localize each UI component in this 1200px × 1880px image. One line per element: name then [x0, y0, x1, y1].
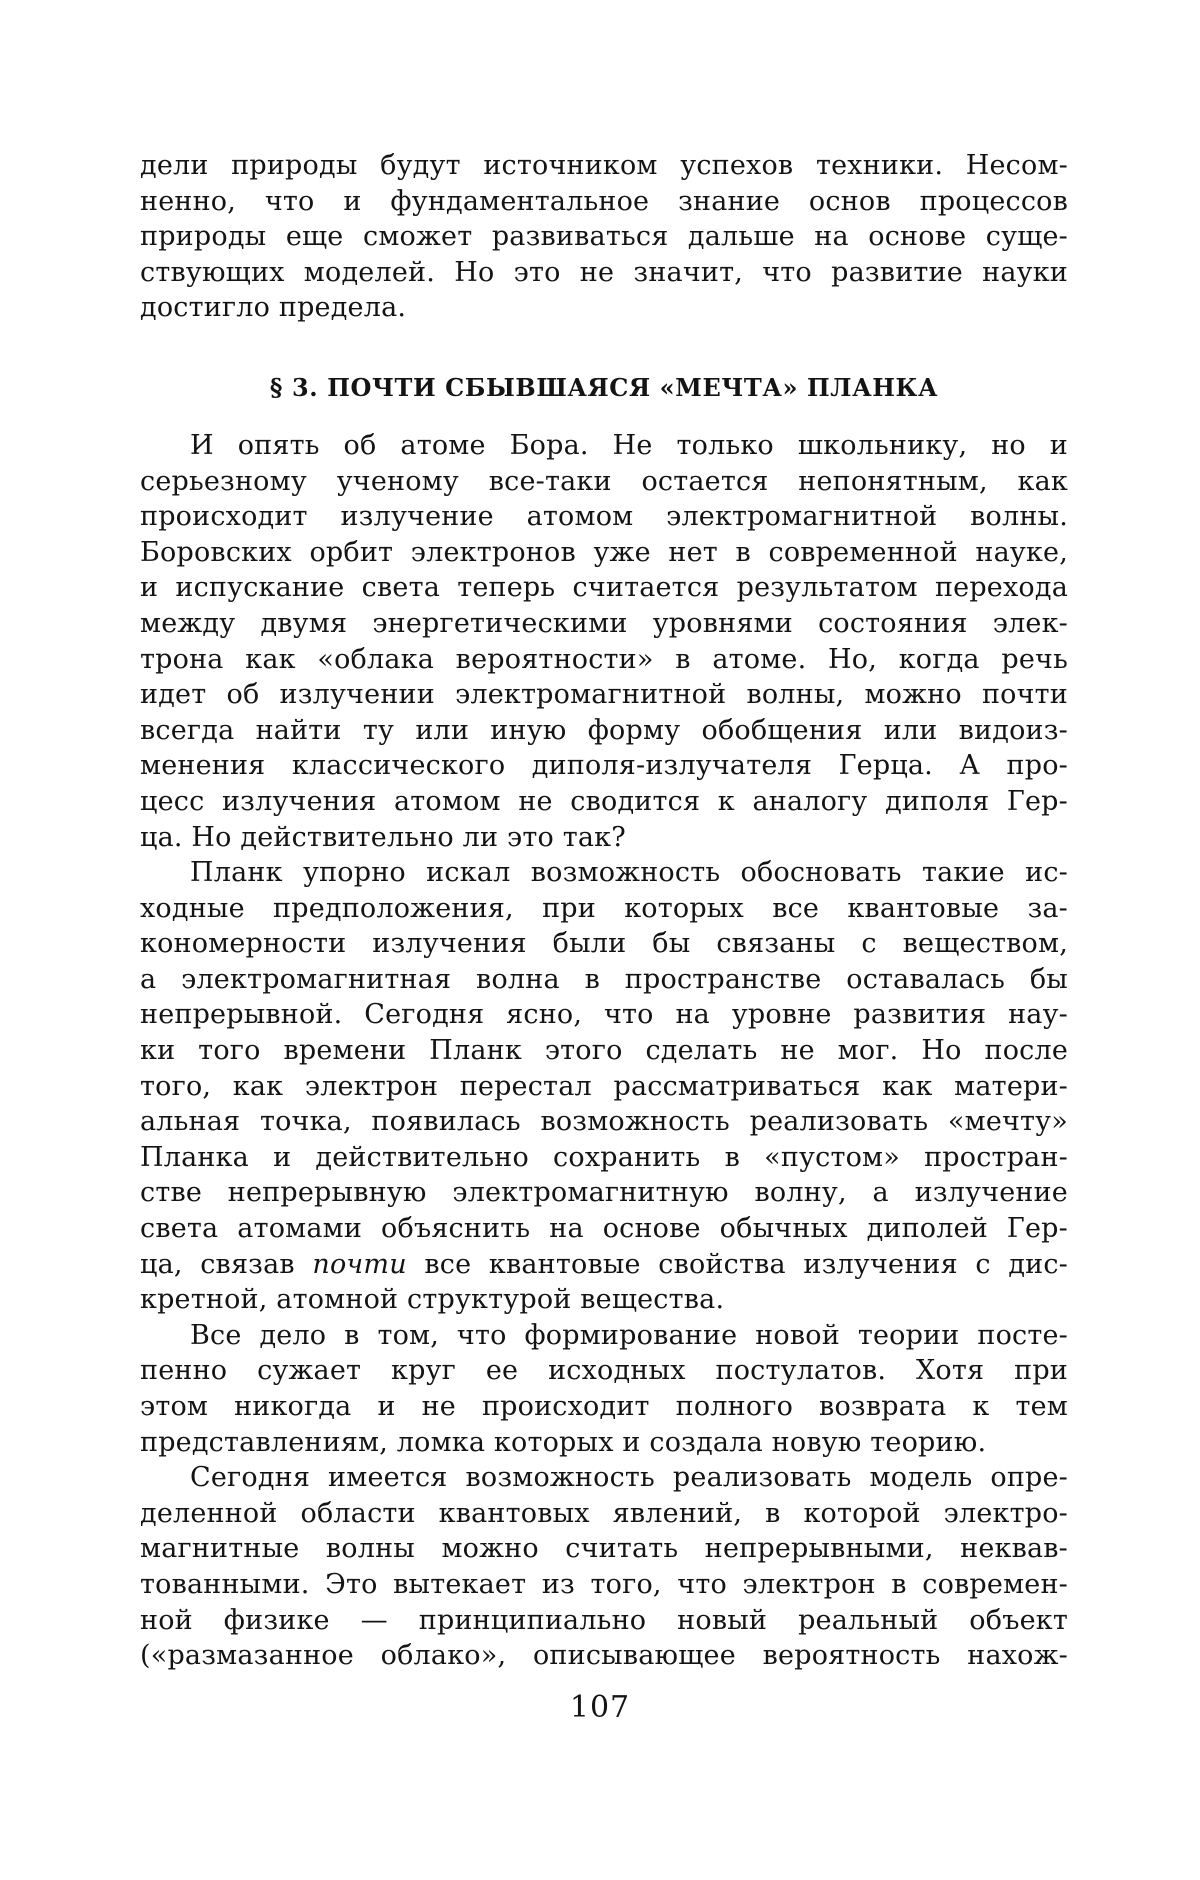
text-line: достигло предела. — [140, 290, 1068, 326]
text-line-with-emphasis — [140, 1247, 1068, 1283]
text-fragment: ца, связав — [140, 1249, 312, 1280]
text-line: Сегодня имеется возможность реализовать модель опре- — [140, 1460, 1068, 1496]
text-line: ненно, что и фундаментальное знание основ процессов — [140, 184, 1068, 220]
emphasized-word: почти — [312, 1249, 406, 1280]
text-line: происходит излучение атомом электромагнитной волны. — [140, 499, 1068, 535]
text-line: и испускание света теперь считается результатом перехода — [140, 570, 1068, 606]
text-line: стве непрерывную электромагнитную волну, а излучение — [140, 1175, 1068, 1211]
text-line: дели природы будут источником успехов техники. Несом- — [140, 148, 1068, 184]
paragraph — [140, 428, 1068, 855]
text-line: магнитные волны можно считать непрерывными, неквав- — [140, 1531, 1068, 1567]
text-line: ходные предположения, при которых все квантовые за- — [140, 891, 1068, 927]
text-line: Планка и действительно сохранить в «пустом» простран- — [140, 1140, 1068, 1176]
text-line: («размазанное облако», описывающее вероятность нахож- — [140, 1638, 1068, 1674]
text-fragment: все квантовые свойства излучения с дис- — [407, 1249, 1068, 1280]
intro-paragraph — [140, 148, 1068, 326]
page-number: 107 — [0, 1690, 1200, 1725]
text-line: Все дело в том, что формирование новой теории посте- — [140, 1318, 1068, 1354]
text-line: природы еще сможет развиваться дальше на основе суще- — [140, 219, 1068, 255]
text-line: непрерывной. Сегодня ясно, что на уровне развития нау- — [140, 997, 1068, 1033]
text-line: идет об излучении электромагнитной волны, можно почти — [140, 677, 1068, 713]
text-line: между двумя энергетическими уровнями состояния элек- — [140, 606, 1068, 642]
text-line: тованными. Это вытекает из того, что электрон в современ- — [140, 1567, 1068, 1603]
text-line: менения классического диполя-излучателя Герца. А про- — [140, 748, 1068, 784]
text-line: представлениям, ломка которых и создала новую теорию. — [140, 1425, 1068, 1461]
text-line: кономерности излучения были бы связаны с веществом, — [140, 926, 1068, 962]
section-heading: § 3. ПОЧТИ СБЫВШАЯСЯ «МЕЧТА» ПЛАНКА — [140, 370, 1068, 406]
paragraph — [140, 1318, 1068, 1460]
paragraph — [140, 1460, 1068, 1674]
text-line: Боровских орбит электронов уже нет в современной науке, — [140, 535, 1068, 571]
text-line: ной физике — принципиально новый реальный объект — [140, 1603, 1068, 1639]
text-line: того, как электрон перестал рассматриваться как матери- — [140, 1069, 1068, 1105]
page-body — [140, 148, 1068, 1674]
text-line: всегда найти ту или иную форму обобщения или видоиз- — [140, 713, 1068, 749]
text-line: ствующих моделей. Но это не значит, что развитие науки — [140, 255, 1068, 291]
text-line: И опять об атоме Бора. Не только школьнику, но и — [140, 428, 1068, 464]
text-line: этом никогда и не происходит полного возврата к тем — [140, 1389, 1068, 1425]
paragraph — [140, 855, 1068, 1318]
text-line: а электромагнитная волна в пространстве оставалась бы — [140, 962, 1068, 998]
text-line: кретной, атомной структурой вещества. — [140, 1282, 1068, 1318]
text-line: деленной области квантовых явлений, в которой электро- — [140, 1496, 1068, 1532]
text-line: света атомами объяснить на основе обычных диполей Гер- — [140, 1211, 1068, 1247]
text-line: ца. Но действительно ли это так? — [140, 820, 1068, 856]
text-line: цесс излучения атомом не сводится к аналогу диполя Гер- — [140, 784, 1068, 820]
text-line: пенно сужает круг ее исходных постулатов. Хотя при — [140, 1353, 1068, 1389]
text-line: Планк упорно искал возможность обосновать такие ис- — [140, 855, 1068, 891]
text-line: серьезному ученому все-таки остается непонятным, как — [140, 464, 1068, 500]
text-line: альная точка, появилась возможность реализовать «мечту» — [140, 1104, 1068, 1140]
text-line: ки того времени Планк этого сделать не мог. Но после — [140, 1033, 1068, 1069]
text-line: трона как «облака вероятности» в атоме. Но, когда речь — [140, 642, 1068, 678]
